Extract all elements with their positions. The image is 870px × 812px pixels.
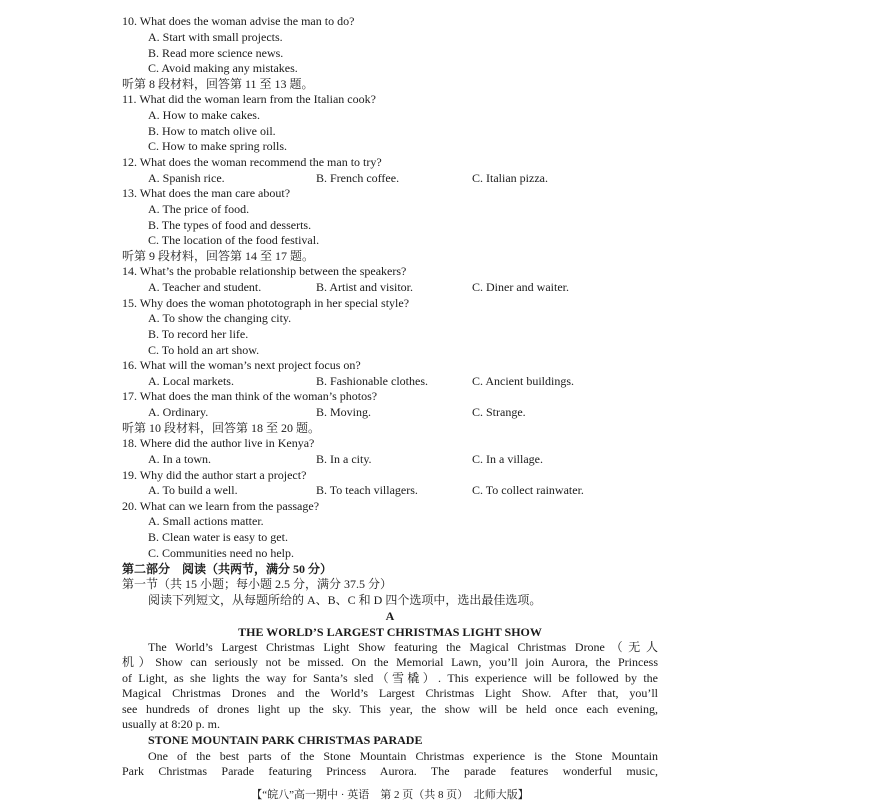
question-18-option-a: A. In a town. <box>148 452 211 466</box>
question-16-option-b: B. Fashionable clothes. <box>316 374 428 388</box>
question-19-option-a: A. To build a well. <box>148 483 238 497</box>
question-12-option-a: A. Spanish rice. <box>148 171 225 185</box>
passage-line: One of the best parts of the Stone Mountain Christmas experience is the Stone Mountain <box>148 749 658 763</box>
question-12-option-b: B. French coffee. <box>316 171 400 185</box>
question-10-option-a: A. Start with small projects. <box>148 30 283 44</box>
question-15-option-c: C. To hold an art show. <box>148 343 260 357</box>
question-12-option-c: C. Italian pizza. <box>472 171 548 185</box>
question-19-option-c: C. To collect rainwater. <box>472 483 584 497</box>
question-13-stem: 13. What does the man care about? <box>122 186 291 200</box>
question-17-option-a: A. Ordinary. <box>148 405 209 419</box>
question-19-option-b: B. To teach villagers. <box>316 483 418 497</box>
question-20-option-a: A. Small actions matter. <box>148 514 264 528</box>
question-17-stem: 17. What does the man think of the woman’s photos? <box>122 389 378 403</box>
question-14-stem: 14. What’s the probable relationship between the speakers? <box>122 264 407 278</box>
part-two-title: 第二部分 阅读（共两节，满分 50 分） <box>122 562 333 576</box>
question-16-option-a: A. Local markets. <box>148 374 234 388</box>
question-16-option-c: C. Ancient buildings. <box>472 374 574 388</box>
passage-subtitle: STONE MOUNTAIN PARK CHRISTMAS PARADE <box>148 733 423 747</box>
question-10-option-b: B. Read more science news. <box>148 46 284 60</box>
question-13-option-b: B. The types of food and desserts. <box>148 218 312 232</box>
reading-directions: 阅读下列短文，从每题所给的 A、B、C 和 D 四个选项中，选出最佳选项。 <box>148 593 542 607</box>
passage-letter: A <box>385 609 395 623</box>
question-14-option-c: C. Diner and waiter. <box>472 280 569 294</box>
question-20-option-c: C. Communities need no help. <box>148 546 294 560</box>
question-17-option-c: C. Strange. <box>472 405 526 419</box>
question-20-option-b: B. Clean water is easy to get. <box>148 530 288 544</box>
passage-line: see hundreds of drones light up the sky. This year, the show will be held once each evening, <box>122 702 658 716</box>
question-15-stem: 15. Why does the woman phototograph in her special style? <box>122 296 410 310</box>
question-19-stem: 19. Why did the author start a project? <box>122 468 307 482</box>
passage-line: Magical Christmas Drones and the World’s Largest Christmas Light Show. After that, you’ll <box>122 686 658 700</box>
instruction-material-10: 听第 10 段材料，回答第 18 至 20 题。 <box>122 421 321 435</box>
question-11-option-a: A. How to make cakes. <box>148 108 260 122</box>
question-18-option-c: C. In a village. <box>472 452 543 466</box>
question-11-option-b: B. How to match olive oil. <box>148 124 276 138</box>
question-13-option-c: C. The location of the food festival. <box>148 233 320 247</box>
passage-line: usually at 8:20 p. m. <box>122 717 220 731</box>
question-14-option-a: A. Teacher and student. <box>148 280 262 294</box>
instruction-material-8: 听第 8 段材料，回答第 11 至 13 题。 <box>122 77 314 91</box>
passage-title: THE WORLD’S LARGEST CHRISTMAS LIGHT SHOW <box>238 625 542 639</box>
passage-line: 机）Show can seriously not be missed. On the Memorial Lawn, you’ll join Aurora, the Princess <box>122 655 658 669</box>
passage-line: Park Christmas Parade featuring Princess Aurora. The parade features wonderful music, <box>122 764 658 778</box>
instruction-material-9: 听第 9 段材料，回答第 14 至 17 题。 <box>122 249 315 263</box>
question-14-option-b: B. Artist and visitor. <box>316 280 414 294</box>
question-16-stem: 16. What will the woman’s next project focus on? <box>122 358 361 372</box>
question-18-option-b: B. In a city. <box>316 452 372 466</box>
question-11-option-c: C. How to make spring rolls. <box>148 139 287 153</box>
question-20-stem: 20. What can we learn from the passage? <box>122 499 320 513</box>
question-18-stem: 18. Where did the author live in Kenya? <box>122 436 315 450</box>
question-11-stem: 11. What did the woman learn from the Italian cook? <box>122 92 376 106</box>
question-13-option-a: A. The price of food. <box>148 202 250 216</box>
question-10-stem: 10. What does the woman advise the man to do? <box>122 14 355 28</box>
passage-line: of Light, as she lights the way for Santa’s sled（雪橇）. This experience will be followed by the <box>122 671 658 685</box>
section-one-title: 第一节（共 15 小题；每小题 2.5 分，满分 37.5 分） <box>122 577 393 591</box>
question-10-option-c: C. Avoid making any mistakes. <box>148 61 298 75</box>
question-12-stem: 12. What does the woman recommend the man to try? <box>122 155 382 169</box>
question-17-option-b: B. Moving. <box>316 405 372 419</box>
question-15-option-a: A. To show the changing city. <box>148 311 292 325</box>
question-15-option-b: B. To record her life. <box>148 327 249 341</box>
page-footer: 【“皖八”高一期中 · 英语 第 2 页（共 8 页） 北师大版】 <box>251 789 529 801</box>
passage-line: The World’s Largest Christmas Light Show featuring the Magical Christmas Drone（无人 <box>148 640 658 654</box>
